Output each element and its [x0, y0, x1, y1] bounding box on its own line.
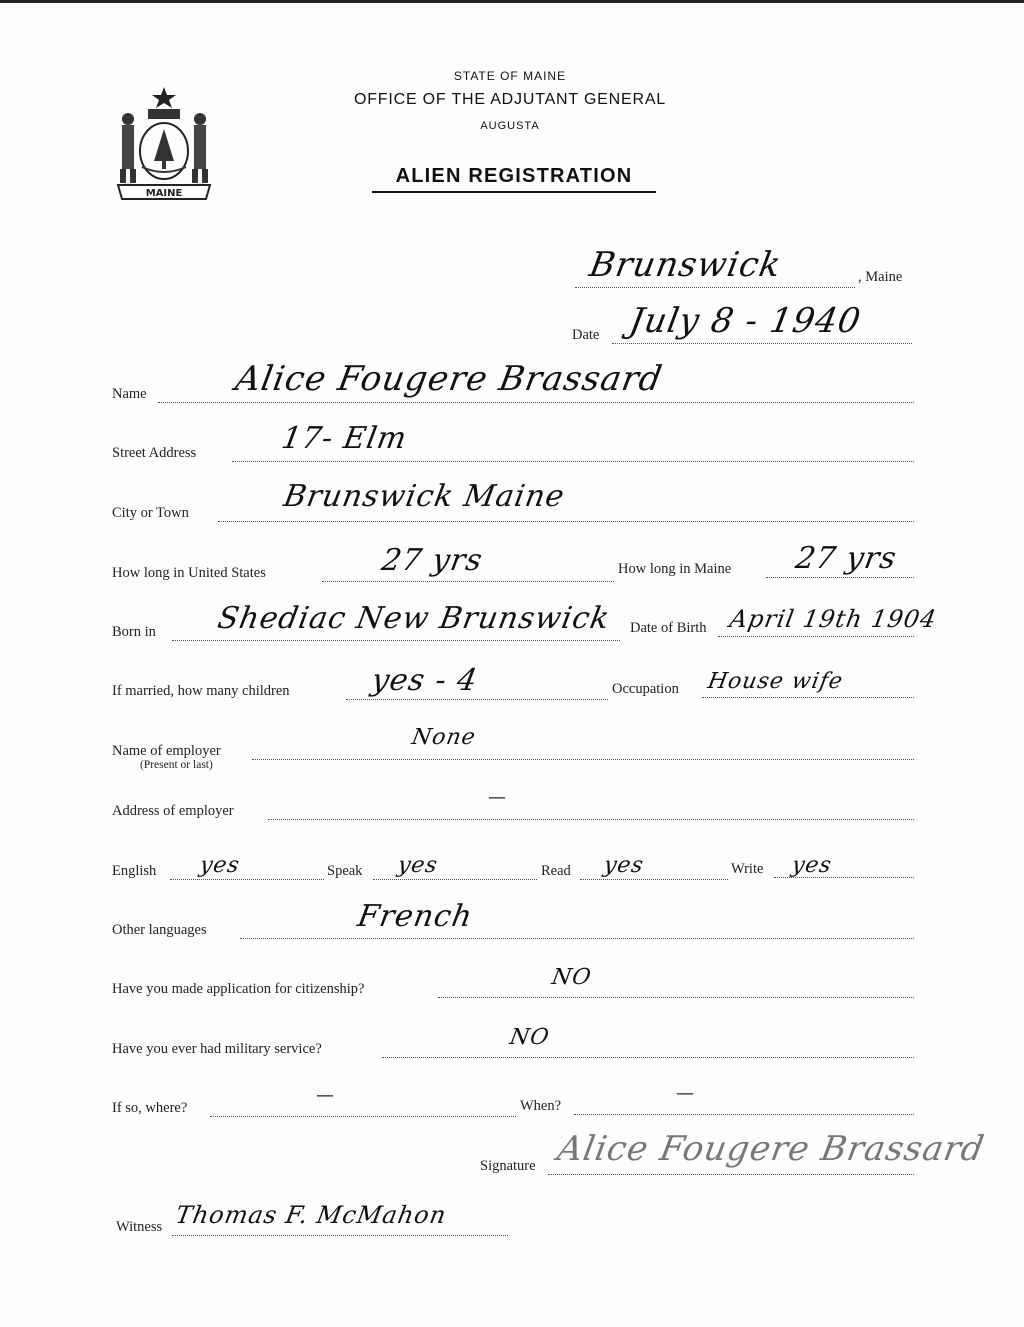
- born-in-line: [172, 640, 620, 641]
- maine-state-seal-icon: [112, 81, 216, 210]
- place-suffix: , Maine: [858, 269, 903, 285]
- other-languages-label: Other languages: [112, 922, 207, 938]
- us-years-line: [322, 581, 614, 582]
- speak-label: Speak: [327, 863, 363, 879]
- when-label: When?: [520, 1098, 562, 1114]
- header-office: OFFICE OF THE ADJUTANT GENERAL: [353, 91, 667, 108]
- occupation-label: Occupation: [612, 681, 679, 697]
- date-value: July 8 - 1940: [626, 301, 865, 341]
- military-value: NO: [507, 1025, 552, 1050]
- signature-value: Alice Fougere Brassard: [554, 1129, 988, 1169]
- children-value: yes - 4: [368, 663, 481, 698]
- born-in-label: Born in: [112, 624, 156, 640]
- maine-years-line: [766, 577, 914, 578]
- write-value: yes: [789, 853, 834, 878]
- employer-sublabel: (Present or last): [140, 759, 213, 771]
- dob-value: April 19th 1904: [727, 605, 939, 633]
- military-line: [382, 1057, 914, 1058]
- citizenship-value: NO: [549, 965, 594, 990]
- place-line: [575, 287, 855, 288]
- when-line: [574, 1114, 914, 1115]
- english-value: yes: [197, 853, 242, 878]
- header-state: STATE OF MAINE: [453, 69, 567, 83]
- born-in-value: Shediac New Brunswick: [214, 601, 613, 636]
- occupation-line: [702, 697, 914, 698]
- street-value: 17- Elm: [278, 421, 410, 456]
- form-title: ALIEN REGISTRATION: [372, 165, 656, 193]
- us-years-value: 27 yrs: [378, 543, 486, 578]
- street-line: [232, 461, 914, 462]
- where-line: [210, 1116, 516, 1117]
- read-line: [580, 879, 728, 880]
- employer-address-value: —: [488, 787, 506, 808]
- city-line: [218, 521, 914, 522]
- city-value: Brunswick Maine: [280, 479, 568, 514]
- read-value: yes: [601, 853, 646, 878]
- street-label: Street Address: [112, 445, 197, 461]
- employer-address-line: [268, 819, 914, 820]
- seal-text: MAINE: [145, 188, 183, 199]
- occupation-value: House wife: [705, 669, 846, 694]
- employer-value: None: [409, 725, 478, 750]
- date-label: Date: [572, 327, 600, 343]
- witness-label: Witness: [116, 1219, 163, 1235]
- witness-value: Thomas F. McMahon: [173, 1201, 449, 1229]
- city-label: City or Town: [112, 505, 189, 521]
- employer-label: Name of employer: [112, 743, 221, 759]
- header-city: AUGUSTA: [480, 120, 540, 132]
- english-line: [170, 879, 324, 880]
- other-languages-value: French: [354, 899, 476, 934]
- name-line: [158, 402, 914, 403]
- where-value: —: [316, 1085, 334, 1106]
- dob-line: [718, 636, 914, 637]
- dob-label: Date of Birth: [630, 620, 707, 636]
- children-line: [346, 699, 608, 700]
- date-line: [612, 343, 912, 344]
- citizenship-label: Have you made application for citizenship?: [112, 981, 365, 997]
- speak-line: [373, 879, 537, 880]
- where-label: If so, where?: [112, 1100, 188, 1116]
- read-label: Read: [541, 863, 571, 879]
- witness-line: [172, 1235, 508, 1236]
- employer-line: [252, 759, 914, 760]
- name-value: Alice Fougere Brassard: [232, 359, 666, 399]
- military-label: Have you ever had military service?: [112, 1041, 322, 1057]
- maine-years-label: How long in Maine: [618, 561, 732, 577]
- signature-line: [548, 1174, 914, 1175]
- name-label: Name: [112, 386, 147, 402]
- speak-value: yes: [395, 853, 440, 878]
- employer-address-label: Address of employer: [112, 803, 234, 819]
- maine-years-value: 27 yrs: [792, 541, 900, 576]
- other-languages-line: [240, 938, 914, 939]
- place-value: Brunswick: [586, 245, 785, 285]
- english-label: English: [112, 863, 157, 879]
- write-label: Write: [731, 861, 764, 877]
- when-value: —: [676, 1083, 694, 1104]
- children-label: If married, how many children: [112, 683, 290, 699]
- us-years-label: How long in United States: [112, 565, 266, 581]
- citizenship-line: [438, 997, 914, 998]
- signature-label: Signature: [480, 1158, 536, 1174]
